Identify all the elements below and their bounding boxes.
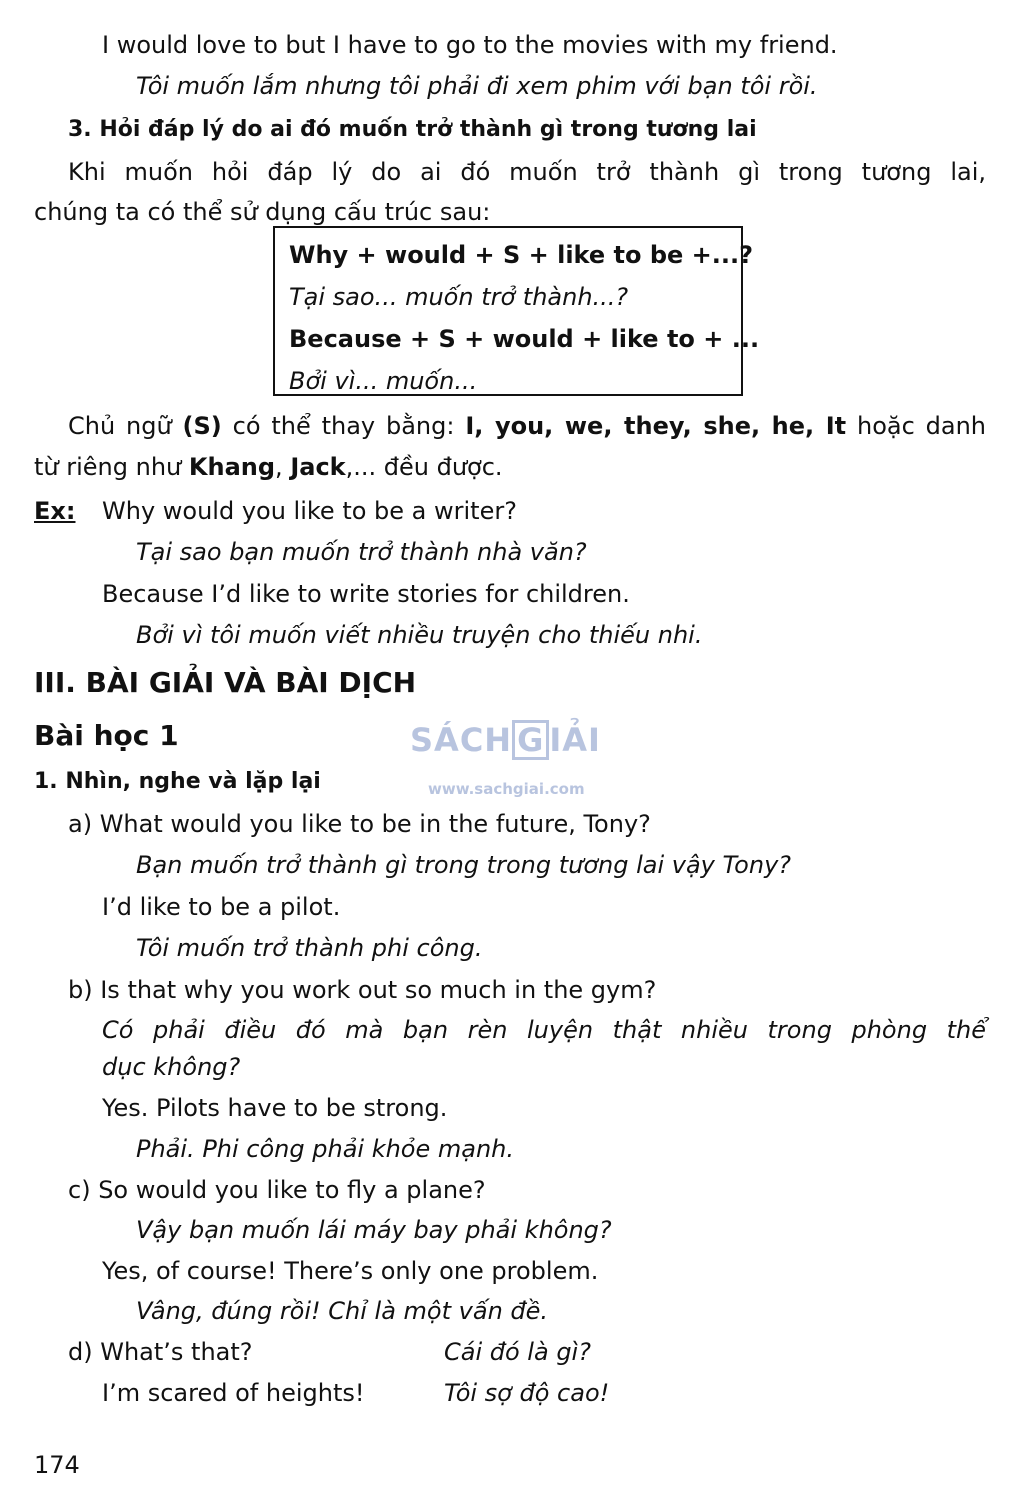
dialogue-b-vietnamese-line2: dục không? xyxy=(102,1053,241,1081)
watermark-logo: SÁCH G IẢI xyxy=(410,721,601,759)
dialogue-c-english: c) So would you like to fly a plane? xyxy=(68,1176,486,1204)
page-number: 174 xyxy=(34,1451,80,1479)
dialogue-b-english: b) Is that why you work out so much in the gym? xyxy=(68,976,657,1004)
top-english-line: I would love to but I have to go to the movies with my friend. xyxy=(102,31,838,59)
structure-answer-vietnamese: Bởi vì... muốn... xyxy=(289,367,478,395)
dialogue-c-vietnamese: Vậy bạn muốn lái máy bay phải không? xyxy=(136,1216,612,1244)
example-answer-english: Because I’d like to write stories for children. xyxy=(102,580,630,608)
example-answer-vietnamese: Bởi vì tôi muốn viết nhiều truyện cho thiếu nhi. xyxy=(136,621,703,649)
lesson-heading: Bài học 1 xyxy=(34,719,179,752)
dialogue-b-reply-vietnamese: Phải. Phi công phải khỏe mạnh. xyxy=(136,1135,515,1163)
structure-answer-english: Because + S + would + like to + ... xyxy=(289,325,760,353)
example-label: Ex: xyxy=(34,497,76,525)
sachgiai-watermark xyxy=(410,706,620,801)
dialogue-a-english: a) What would you like to be in the future, Tony? xyxy=(68,810,651,838)
example-question-vietnamese: Tại sao bạn muốn trở thành nhà văn? xyxy=(136,538,587,566)
section3-heading: 3. Hỏi đáp lý do ai đó muốn trở thành gì trong tương lai xyxy=(68,117,757,142)
section3-intro-line1: Khi muốn hỏi đáp lý do ai đó muốn trở thành gì trong tương lai, xyxy=(68,158,986,186)
example-question-english: Why would you like to be a writer? xyxy=(102,497,517,525)
dialogue-c-reply-vietnamese: Vâng, đúng rồi! Chỉ là một vấn đề. xyxy=(136,1297,549,1325)
structure-box xyxy=(273,226,760,396)
top-vietnamese-line: Tôi muốn lắm nhưng tôi phải đi xem phim với bạn tôi rồi. xyxy=(136,72,818,100)
watermark-url: www.sachgiai.com xyxy=(428,780,585,798)
dialogue-a-reply-english: I’d like to be a pilot. xyxy=(102,893,341,921)
dialogue-a-vietnamese: Bạn muốn trở thành gì trong trong tương lai vậy Tony? xyxy=(136,851,792,879)
structure-question-vietnamese: Tại sao... muốn trở thành...? xyxy=(289,283,629,311)
subject-note-line2: từ riêng như Khang, Jack,... đều được. xyxy=(34,453,503,481)
dialogue-c-reply-english: Yes, of course! There’s only one problem. xyxy=(102,1257,599,1285)
section-iii-heading: III. BÀI GIẢI VÀ BÀI DỊCH xyxy=(34,666,417,699)
dialogue-b-vietnamese-line1: Có phải điều đó mà bạn rèn luyện thật nhiều trong phòng thể xyxy=(102,1016,986,1044)
dialogue-d-reply-english: I’m scared of heights! xyxy=(102,1379,365,1407)
dialogue-d-vietnamese: Cái đó là gì? xyxy=(444,1338,591,1366)
dialogue-d-reply-vietnamese: Tôi sợ độ cao! xyxy=(444,1379,610,1407)
structure-question-english: Why + would + S + like to be +...? xyxy=(289,241,754,269)
section3-intro-line2: chúng ta có thể sử dụng cấu trúc sau: xyxy=(34,198,491,226)
subject-note-line1: Chủ ngữ (S) có thể thay bằng: I, you, we, they, she, he, It hoặc danh xyxy=(68,412,987,440)
dialogue-b-reply-english: Yes. Pilots have to be strong. xyxy=(102,1094,448,1122)
task-heading: 1. Nhìn, nghe và lặp lại xyxy=(34,769,321,794)
dialogue-a-reply-vietnamese: Tôi muốn trở thành phi công. xyxy=(136,934,483,962)
dialogue-d-english: d) What’s that? xyxy=(68,1338,253,1366)
